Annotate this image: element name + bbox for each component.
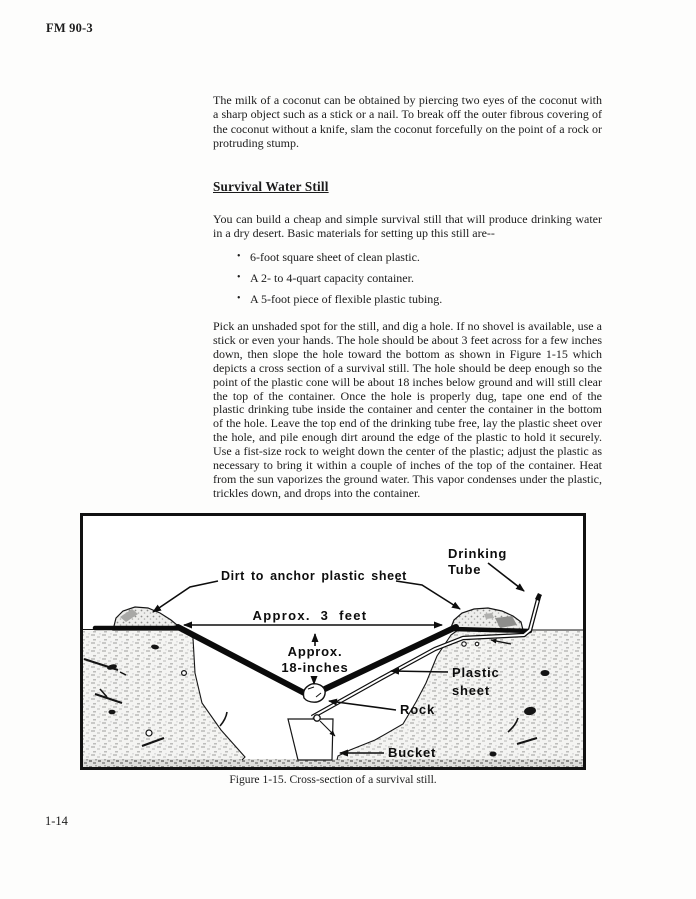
figure-caption: Figure 1-15. Cross-section of a survival still. bbox=[229, 773, 437, 786]
page-number: 1-14 bbox=[45, 814, 68, 828]
para-instructions: Pick an unshaded spot for the still, and dig a hole. If no shovel is available, use a stick or even your hands. The hole should be about 3 feet across for a few inches down, then slope the hole toward the bottom as shown in Figure 1-15 which depicts a cross section of a survival still. The hole should be deep enough so the point of the plastic cone will be about 18 inches below ground and will still clear the top of the container. Once the hole is properly dug, tape one end of the plastic drinking tube inside the container and center the container in the bottom of the hole. Leave the top end of the drinking tube free, lay the plastic sheet over the hole, and pile enough dirt around the edge of the plastic to hold it securely. Use a fist-size rock to weight down the center of the plastic; adjust the plastic as necessary to bring it within a couple of inches of the top of the container. Heat from the sun vaporizes the ground water. This vapor condenses under the plastic, trickles down, and drops into the container. bbox=[213, 319, 602, 500]
label-approx-18-inches: Approx. bbox=[287, 644, 343, 659]
tube-fitting bbox=[314, 715, 320, 721]
list-item bbox=[213, 272, 602, 285]
section-heading: Survival Water Still bbox=[213, 179, 329, 194]
label-drinking-tube: Drinking bbox=[448, 546, 508, 561]
rock-shape bbox=[304, 684, 326, 702]
figure-still-diagram bbox=[80, 513, 586, 770]
header-doc-id: FM 90-3 bbox=[46, 21, 93, 35]
gravel-strip bbox=[80, 759, 586, 768]
para-still-intro: You can build a cheap and simple survival still that will produce drinking water in a dry desert. Basic materials for setting up this still are-- bbox=[213, 212, 602, 241]
bullet-icon: • bbox=[237, 293, 241, 304]
still-cross-section-svg bbox=[80, 513, 586, 770]
bullet-icon: • bbox=[237, 251, 241, 262]
label-dirt-anchor: Dirt to anchor plastic sheet bbox=[221, 569, 407, 583]
label-drinking-tube-2: Tube bbox=[448, 562, 482, 577]
list-item-text: A 2- to 4-quart capacity container. bbox=[250, 271, 414, 285]
label-plastic-sheet: Plastic bbox=[452, 665, 500, 680]
list-item-text: A 5-foot piece of flexible plastic tubing. bbox=[250, 292, 443, 306]
label-rock: Rock bbox=[400, 702, 435, 717]
label-approx-3-feet: Approx. 3 feet bbox=[252, 608, 368, 623]
label-plastic-sheet-2: sheet bbox=[452, 683, 490, 698]
list-item bbox=[213, 251, 602, 264]
list-item-text: 6-foot square sheet of clean plastic. bbox=[250, 250, 420, 264]
label-bucket: Bucket bbox=[388, 745, 437, 760]
list-item bbox=[213, 293, 602, 306]
para-coconut: The milk of a coconut can be obtained by piercing two eyes of the coconut with a sharp object such as a stick or a nail. To break off the outer fibrous covering of the coconut without a knife, slam the coconut forcefully on the point of a rock or protruding stump. bbox=[213, 93, 602, 151]
plastic-sheet-arrow bbox=[391, 671, 448, 672]
bullet-icon: • bbox=[237, 272, 241, 283]
label-approx-18-inches-2: 18-inches bbox=[281, 660, 349, 675]
materials-list bbox=[213, 251, 602, 314]
